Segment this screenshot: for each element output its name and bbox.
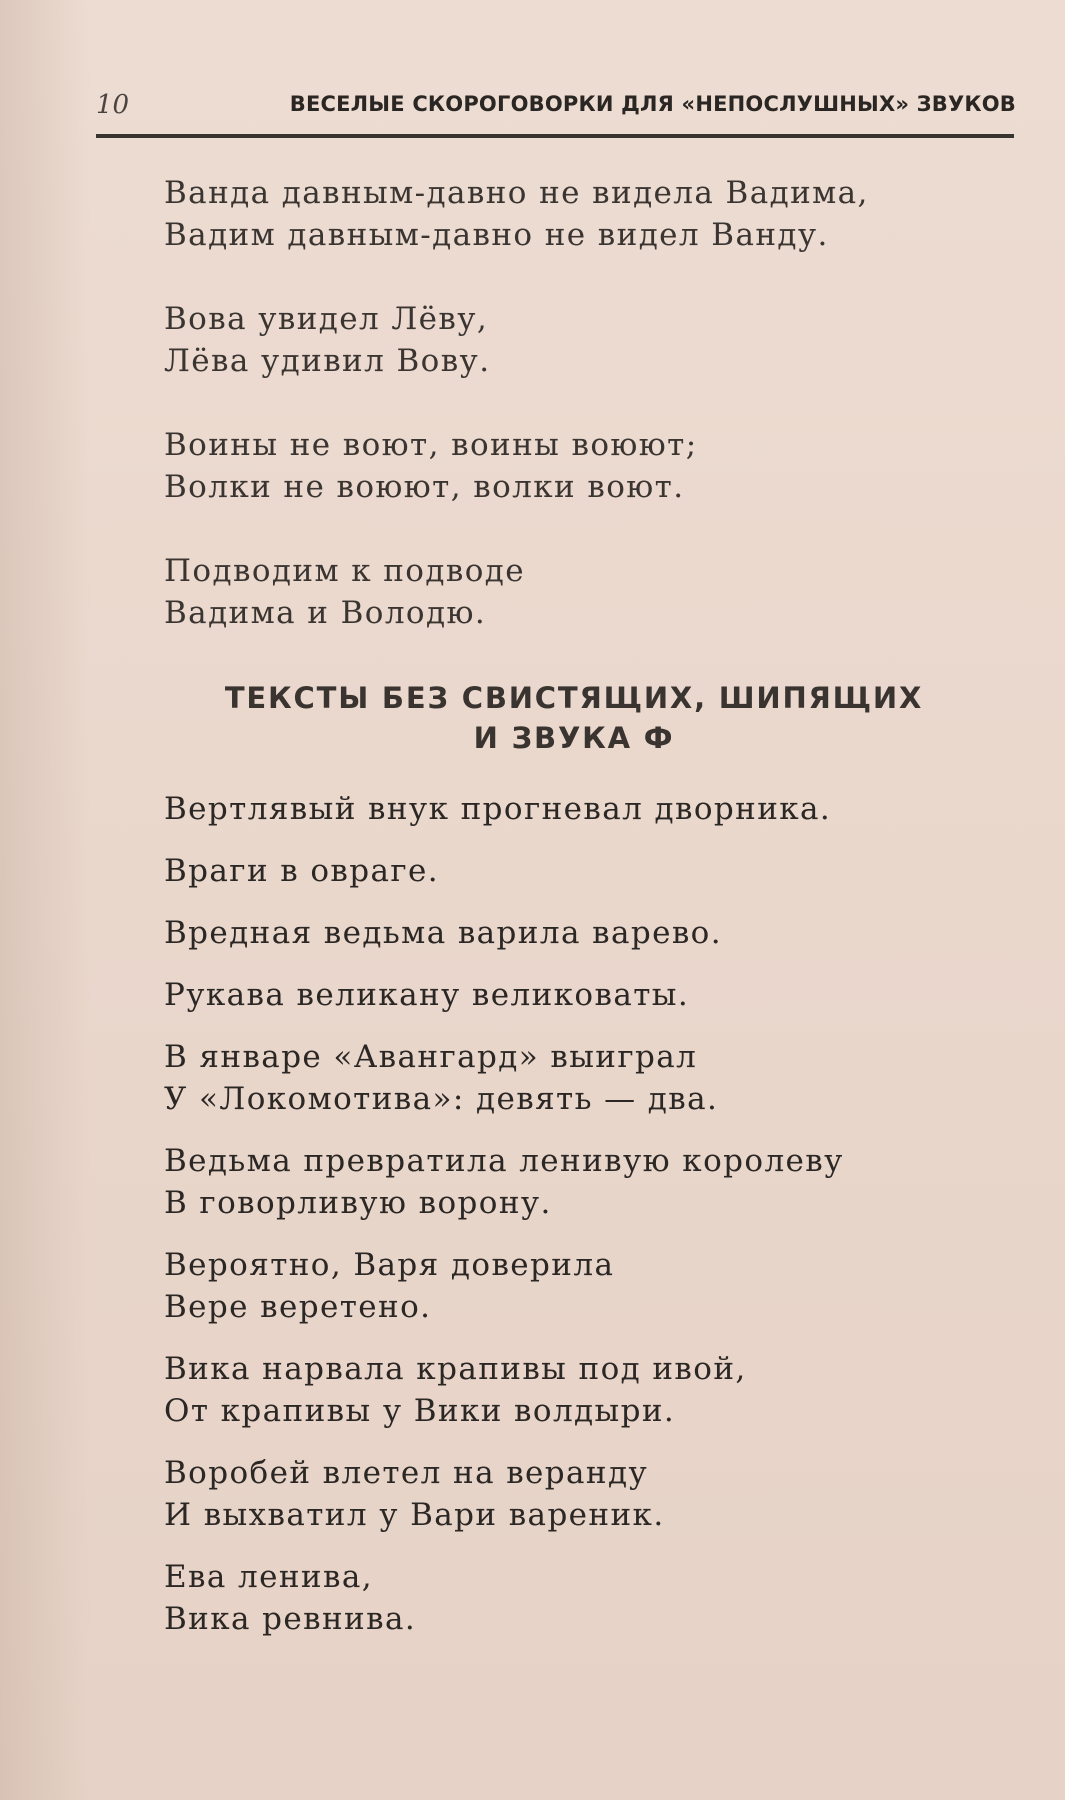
stanza-3 <box>164 424 984 508</box>
stanza-line: Подводим к подводе <box>164 553 526 589</box>
section-heading-line: ТЕКСТЫ БЕЗ СВИСТЯЩИХ, ШИПЯЩИХ <box>224 681 924 715</box>
stanza-line: Вере веретено. <box>164 1289 432 1325</box>
page-number: 10 <box>96 90 130 120</box>
stanza-line: Ева ленива, <box>164 1559 373 1595</box>
stanza-line: Волки не воюют, волки воют. <box>164 469 685 505</box>
stanza <box>164 974 984 1016</box>
stanza-line: Вика нарвала крапивы под ивой, <box>164 1351 747 1387</box>
running-title: ВЕСЕЛЫЕ СКОРОГОВОРКИ ДЛЯ «НЕПОСЛУШНЫХ» ЗВУКОВ <box>289 92 1016 116</box>
stanza <box>164 788 984 830</box>
page-content <box>164 172 984 1640</box>
stanza-line: Воробей влетел на веранду <box>164 1455 649 1491</box>
tongue-twisters-top <box>164 172 984 634</box>
stanza-line: Лёва удивил Вову. <box>164 343 491 379</box>
stanza-line: Вадим давным-давно не видел Ванду. <box>164 217 829 253</box>
stanza-line: От крапивы у Вики волдыри. <box>164 1393 676 1429</box>
stanza <box>164 1036 984 1120</box>
stanza-4 <box>164 550 984 634</box>
header-rule <box>96 134 1014 138</box>
page-header <box>96 90 1016 130</box>
stanza-line: Вероятно, Варя доверила <box>164 1247 615 1283</box>
stanza-line: У «Локомотива»: девять — два. <box>164 1081 719 1117</box>
stanza-line: Вика ревнива. <box>164 1601 417 1637</box>
stanza-1 <box>164 172 984 256</box>
stanza-line: Враги в овраге. <box>164 853 440 889</box>
stanza-line: Вова увидел Лёву, <box>164 301 489 337</box>
stanza-line: Ванда давным-давно не видела Вадима, <box>164 175 869 211</box>
stanza-2 <box>164 298 984 382</box>
tongue-twisters-section <box>164 788 984 1640</box>
stanza <box>164 1452 984 1536</box>
stanza <box>164 850 984 892</box>
section-heading-line: И ЗВУКА Ф <box>473 721 675 755</box>
stanza <box>164 1244 984 1328</box>
stanza <box>164 1140 984 1224</box>
stanza-line: Воины не воют, воины воюют; <box>164 427 698 463</box>
stanza-line: Вредная ведьма варила варево. <box>164 915 722 951</box>
stanza-line: Ведьма превратила ленивую королеву <box>164 1143 844 1179</box>
stanza <box>164 912 984 954</box>
stanza-line: Вертлявый внук прогневал дворника. <box>164 791 832 827</box>
stanza-line: Рукава великану великоваты. <box>164 977 690 1013</box>
stanza <box>164 1556 984 1640</box>
section-heading <box>164 678 984 758</box>
stanza-line: Вадима и Володю. <box>164 595 487 631</box>
stanza <box>164 1348 984 1432</box>
stanza-line: В говорливую ворону. <box>164 1185 552 1221</box>
stanza-line: И выхватил у Вари вареник. <box>164 1497 665 1533</box>
stanza-line: В январе «Авангард» выиграл <box>164 1039 698 1075</box>
